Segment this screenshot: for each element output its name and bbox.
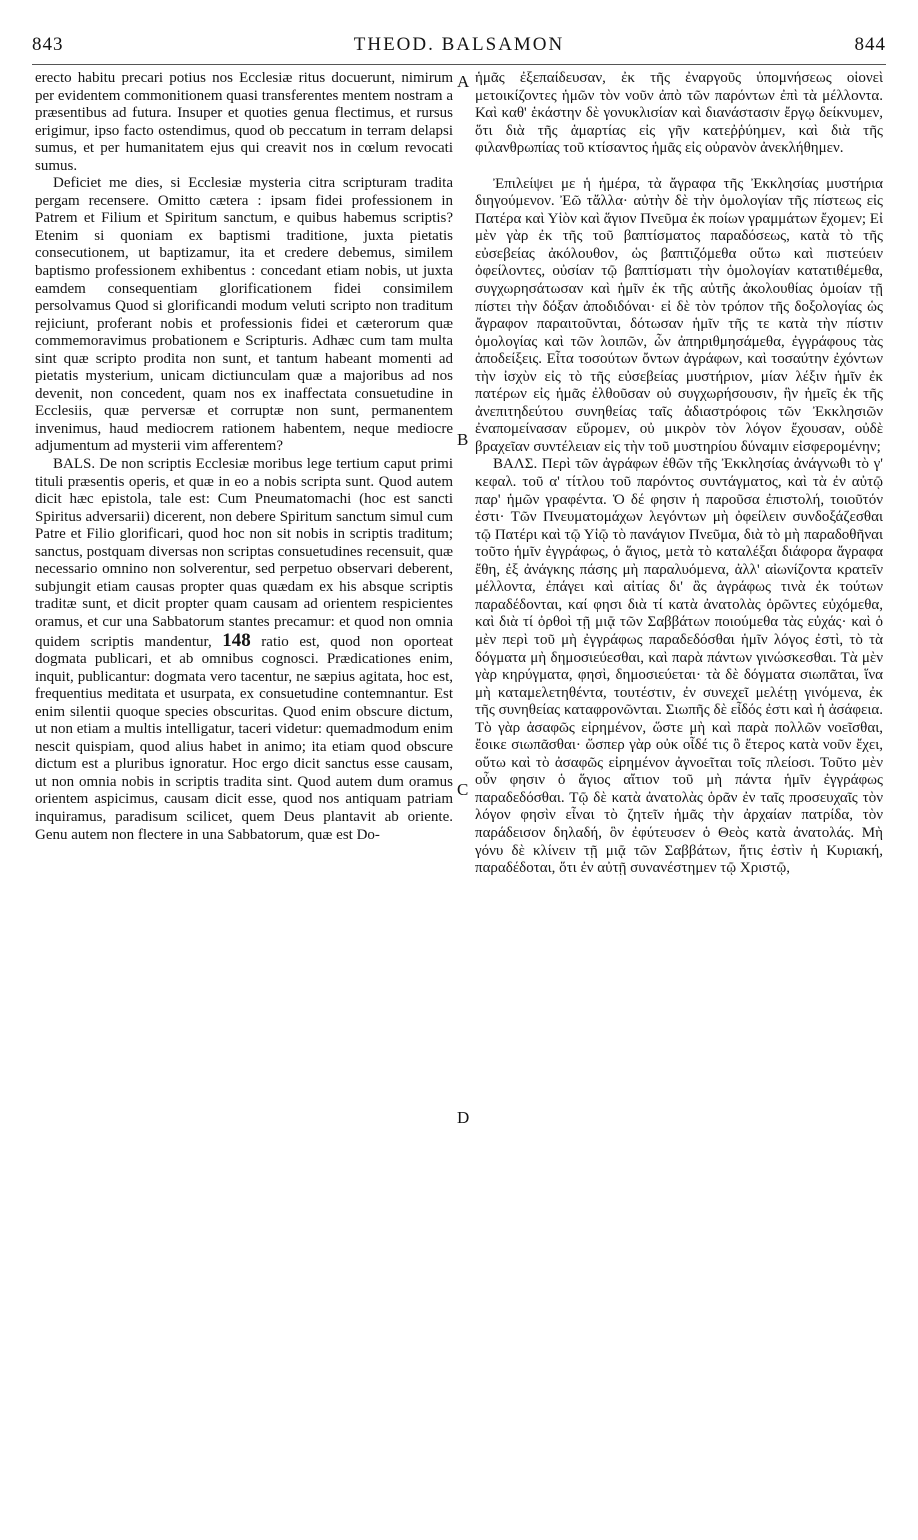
greek-column xyxy=(475,70,883,878)
margin-marker-b: B xyxy=(457,430,469,449)
margin-marker-a: A xyxy=(457,72,470,91)
margin-marker-d: D xyxy=(457,1108,470,1127)
greek-paragraph-1: ἡμᾶς ἐξεπαίδευσαν, ἐκ τῆς ἐναργοῦς ὑπομνήσεως οἱονεὶ μετοικίζοντες ἡμῶν τὸν νοῦν ἀπὸ τῶν παρόντων ἐπὶ τὰ μέλλοντα. Καὶ καθ' ἑκάστην δὲ γονυκλισίαν καὶ διανάστασιν ἔργῳ δείκνυμεν, ὅτι διὰ τῆς ἁμαρτίας εἰς γῆν κατεῤῥύημεν, καὶ διὰ τῆς φιλανθρωπίας τοῦ κτίσαντος ἡμᾶς εἰς οὐρανὸν ἀνεκλήθημεν. xyxy=(475,70,883,157)
latin-paragraph-2: Deficiet me dies, si Ecclesiæ mysteria citra scripturam tradita pergam recensere. Omitto cætera : ipsam fidei professionem in Patrem et Filium et Spiritum sanctum, e quibus habemus scriptis? Etenim si quoniam ex baptismi traditione, juxta pietatis consecutionem, ut baptizamur, ita et credere debemus, similem baptismo professionem exhibentus : concedant etiam nobis, ut juxta eamdem consequentiam glorificationem fidei consimilem persolvamus Quod si glorificandi modum veluti scripto non traditum rejiciunt, proferant nobis et professionis fidei et cæterorum quæ commemoravimus probationem e Scripturis. Adhæc cum tam multa sint quæ scripto prodita non sunt, et tantum habeant momenti ad pietatis mysterium, unicam dictiunculam quæ a majoribus ad nos devenit, non concedent, quam nos ex inaffectata consuetudine in Ecclesiis, quæ perversæ et corruptæ non sunt, permanentem invenimus, haud mediocrem rationem habentem, neque mediocre adjumentum ad mysterii vim afferentem? xyxy=(35,175,453,455)
page-header xyxy=(32,34,886,62)
latin-paragraph-3-start: BALS. De non scriptis Ecclesiæ moribus lege tertium caput primi tituli præsentis operis, et quæ in eo a nobis scripta sunt. Quod autem dicit hæc epistola, tale est: Cum Pneumatomachi (hoc est sancti Spiritus adversarii) dicerent, non debere Spiritum sanctum simul cum Patre et Filio glorificari, quod hoc non sit nobis in scriptis traditum; sanctus, postquam diversas non scriptas consuetudines recensuit, quæ necessario omnino non solverentur, sed perpetuo observari deberent, subjungit etiam causas propter quas quædam ex his absque scriptis traditæ sunt, et dicit propter quam causam ad orientem respicientes oramus, et cur una Sabbatorum stantes precamur: et quod non omnia quidem scriptis mandentur, xyxy=(35,456,453,650)
header-rule xyxy=(32,64,886,65)
paragraph-gap xyxy=(475,158,883,176)
latin-column xyxy=(35,70,453,844)
margin-marker-c: C xyxy=(457,780,469,799)
greek-paragraph-2: Ἐπιλείψει με ἡ ἡμέρα, τὰ ἄγραφα τῆς Ἐκκλησίας μυστήρια διηγούμενον. Ἐῶ τἄλλα· αὐτὴν δὲ τὴν ὁμολογίαν τῆς πίστεως εἰς Πατέρα καὶ Υἱὸν καὶ ἅγιον Πνεῦμα ἐκ ποίων γραμμάτων ἔχομεν; Εἰ μὲν γὰρ ἐκ τῆς τοῦ βαπτίσματος παραδόσεως, κατὰ τὸ τῆς εὐσεβείας ἀκόλουθον, ὡς βαπτιζόμεθα οὕτω καὶ πιστεύειν ὀφείλοντες, οὐσίαν τῷ βαπτίσματι τὴν ὁμολογίαν κατατιθέμεθα, συγχωρησάτωσαν καὶ ἡμῖν ἐκ τῆς αὐτῆς ἀκολουθίας ὁμοίαν τῇ πίστει τὴν δόξαν ἀποδιδόναι· εἰ δὲ τὸν τρόπον τῆς δοξολογίας ὡς ἄγραφον παραιτοῦνται, δότωσαν ἡμῖν τῆς τε κατὰ τὴν πίστιν ὁμολογίας καὶ τῶν λοιπῶν, ὧν ἀπηριθμησάμεθα, ἐγγράφους τὰς ἀποδείξεις. Εἶτα τοσούτων ὄντων ἀγράφων, καὶ τοσαύτην ἐχόντων τὴν ἰσχὺν εἰς τὸ τῆς εὐσεβείας μυστήριον, μίαν λέξιν ἡμῖν ἐκ πατέρων εἰς ἡμᾶς ἐλθοῦσαν οὐ συγχωρήσουσιν, ἣν ἡμεῖς ἐκ τῆς ἀνεπιτηδεύτου συνηθείας ταῖς ἀδιαστρόφοις τῶν Ἐκκλησιῶν ἐναπομείνασαν εὕρομεν, οὐ μικρὸν τὸν λόγον ἔχουσαν, οὐδὲ βραχεῖαν συντέλειαν εἰς τὴν τοῦ μυστηρίου δύναμιν εἰσφερομένην; xyxy=(475,175,883,455)
latin-paragraph-3-end: ratio est, quod non oporteat dogmata publicari, et ab omnibus cognosci. Prædicationes enim, inquit, publicantur: dogmata vero tacentur, ne sæpius agitata, hoc est, frequentius meditata et usurpata, ex consuetudine contemnantur. Est enim silentii quoque species obscuritas. Quod enim obscure dictum, ut non etiam a multis intelligatur, taceri videtur: quemadmodum enim nescit quispiam, quod alius habet in animo; ita etiam quod obscure dictum est a pluribus ignoratur. Hoc ergo dicit sanctus esse causam, ut non omnia nobis in scriptis tradita sint. Quod autem dum oramus orientem aspicimus, causam dicit esse, quod nos antiquam patriam inquiramus, paradisum scilicet, quem Deus plantavit ab oriente. Genu autem non flectere in una Sabbatorum, quæ est Do- xyxy=(35,633,454,843)
page-number-left: 843 xyxy=(32,34,64,55)
latin-paragraph-1: erecto habitu precari potius nos Ecclesiæ ritus docuerunt, nimirum per evidentem commonitionem quasi transferentes mentem nostram a præsentibus ad futura. Insuper et quoties genua flectimus, et rursus erigimur, ipso facto ostendimus, quod ob peccatum in terram delapsi sumus, et per humanitatem ejus qui creavit nos in cœlum revocati sumus. xyxy=(35,70,453,174)
latin-paragraph-3 xyxy=(35,456,453,844)
running-head: THEOD. BALSAMON xyxy=(353,34,565,55)
page-number-right: 844 xyxy=(854,34,886,55)
greek-paragraph-3: ΒΑΛΣ. Περὶ τῶν ἀγράφων ἐθῶν τῆς Ἐκκλησίας ἀνάγνωθι τὸ γ' κεφαλ. τοῦ α' τίτλου τοῦ παρόντος συντάγματος, καὶ τὰ ἐν αὐτῷ παρ' ἡμῶν γραφέντα. Ὁ δέ φησιν ἡ παροῦσα ἐπιστολή, τοιοῦτόν ἐστι· Τῶν Πνευματομάχων λεγόντων μὴ ὀφείλειν συνδοξάζεσθαι τῷ Πατέρι καὶ τῷ Υἱῷ τὸ πανάγιον Πνεῦμα, διὰ τὸ μὴ παραδοθῆναι τοῦτο ἡμῖν ἐγγράφως, ὁ ἅγιος, μετὰ τὸ καταλέξαι διάφορα ἄγραφα ἔθη, ἐξ ἀνάγκης πάσης μὴ παραλυόμενα, ἀλλ' αἰωνίζοντα κρατεῖν μέλλοντα, ἐπάγει καὶ αἰτίας δι' ἃς ἀγράφως τινὰ ἐκ τούτων παραδέδονται, καί φησι διὰ τί κατὰ ἀνατολὰς ὁρῶντες εὐχόμεθα, καὶ διὰ τί ὀρθοὶ τῇ μιᾷ τῶν Σαββάτων ποιούμεθα τὰς εὐχάς· καὶ ὁ μὲν περὶ τοῦ μὴ ἐγγράφως παραδεδόσθαι ἡμῖν λόγος ἐστὶ, τὸ τὰ δόγματα μὴ δημοσιεύεσθαι, καὶ παρὰ πάντων γινώσκεσθαι. Τὰ μὲν γὰρ κηρύγματα, φησὶ, δημοσιεύεται· τὰ δὲ δόγματα σιωπᾶται, ἵνα μὴ καταμελετηθέντα, τουτέστιν, ἐν συνεχεῖ μελέτῃ γινόμενα, ἐκ τῆς συνηθείας καταφρονῶνται. Σιωπῆς δὲ εἶδός ἐστι καὶ ἡ ἀσάφεια. Τὸ γὰρ ἀσαφῶς εἰρημένον, ὥστε μὴ καὶ παρὰ πολλῶν νοεῖσθαι, ἔοικε σιωπᾶσθαι· ὥσπερ γὰρ οὐκ οἶδέ τις ὃ ἕτερος κατὰ νοῦν ἔχει, οὕτω καὶ τὸ ἀσαφῶς εἰρημένον ἀγνοεῖται τοῖς πλείοσι. Τοῦτο μὲν οὖν φησιν ὁ ἅγιος αἴτιον τοῦ μὴ πάντα ἡμῖν ἐγγράφως παραδεδόσθαι. Τῷ δὲ κατὰ ἀνατολὰς ὁρᾶν ἐν ταῖς προσευχαῖς τὸν λόγον φησὶν εἶναι τὸ ζητεῖν ἡμᾶς τὴν ἀρχαίαν πατρίδα, τὸν παράδεισον δηλαδή, ὃν ἐφύτευσεν ὁ Θεὸς κατὰ ἀνατολάς. Μὴ γόνυ δὲ κλίνειν τῇ μιᾷ τῶν Σαββάτων, ἥτις ἐστὶν ἡ Κυριακή, παραδέδοται, ὅτι ἐν αὐτῇ συνανέστημεν τῷ Χριστῷ, xyxy=(475,456,883,877)
column-number-148: 148 xyxy=(222,629,251,651)
